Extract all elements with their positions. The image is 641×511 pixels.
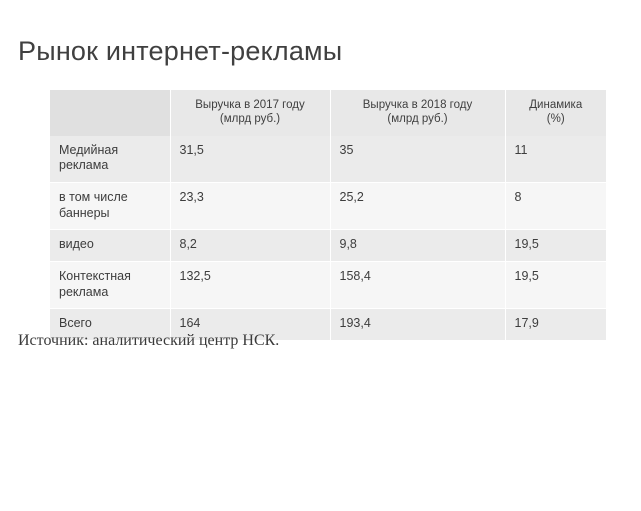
column-header-revenue-2018-line2: (млрд руб.) (387, 113, 448, 126)
column-header-revenue-2018-line1: Выручка в 2018 году (362, 99, 473, 111)
cell-revenue-2017: 164 (170, 309, 330, 341)
column-header-revenue-2017-line2: (млрд руб.) (219, 113, 281, 126)
cell-dynamics: 19,5 (505, 261, 606, 308)
table-body (50, 136, 606, 341)
cell-revenue-2018: 9,8 (330, 230, 505, 262)
row-label: Всего (50, 309, 170, 341)
column-header-revenue-2018 (330, 90, 505, 136)
row-label: в том числе баннеры (50, 183, 170, 230)
cell-revenue-2018: 35 (330, 136, 505, 183)
column-header-category (50, 90, 170, 136)
cell-revenue-2017: 132,5 (170, 261, 330, 308)
cell-dynamics: 8 (505, 183, 606, 230)
cell-revenue-2018: 25,2 (330, 183, 505, 230)
cell-revenue-2017: 31,5 (170, 136, 330, 183)
cell-revenue-2018: 193,4 (330, 309, 505, 341)
cell-revenue-2017: 23,3 (170, 183, 330, 230)
table-header (50, 90, 606, 136)
cell-dynamics: 19,5 (505, 230, 606, 262)
column-header-dynamics-line1: Динамика (529, 99, 583, 111)
table-row (50, 136, 606, 183)
row-label: Контекстная реклама (50, 261, 170, 308)
cell-revenue-2018: 158,4 (330, 261, 505, 308)
source-note: Источник: аналитический центр НСК. (18, 332, 280, 349)
cell-dynamics: 17,9 (505, 309, 606, 341)
table (50, 90, 606, 341)
table-row (50, 261, 606, 308)
column-header-dynamics-line2: (%) (546, 113, 565, 126)
row-label: видео (50, 230, 170, 262)
cell-revenue-2017: 8,2 (170, 230, 330, 262)
table-header-row (50, 90, 606, 136)
column-header-revenue-2017 (170, 90, 330, 136)
column-header-revenue-2017-line1: Выручка в 2017 году (195, 99, 305, 111)
table-row (50, 230, 606, 262)
page-title: Рынок интернет-рекламы (18, 36, 343, 66)
column-header-dynamics (505, 90, 606, 136)
table-row (50, 183, 606, 230)
row-label: Медийная реклама (50, 136, 170, 183)
cell-dynamics: 11 (505, 136, 606, 183)
internet-ad-market-table (50, 90, 606, 341)
